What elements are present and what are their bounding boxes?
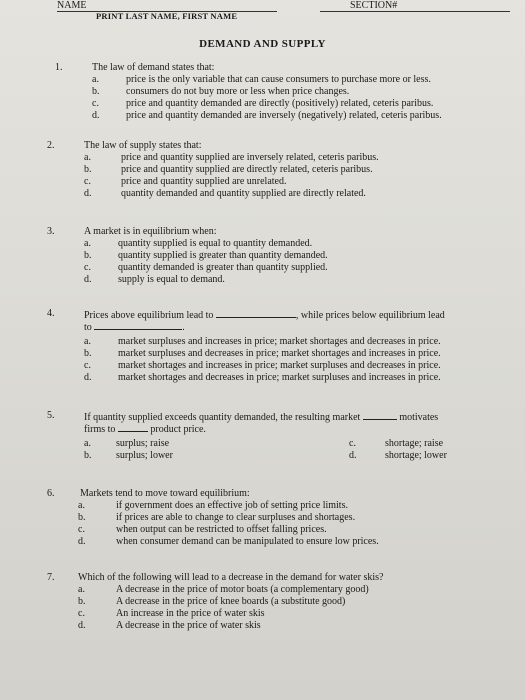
section-field[interactable] [320,0,510,12]
answer-option[interactable]: c. when output can be restricted to offset falling prices. [78,524,327,535]
question-stem: Which of the following will lead to a decrease in the demand for water skis? [78,572,384,583]
question-stem: The law of supply states that: [84,140,202,151]
answer-option[interactable]: b. surplus; lower [84,450,173,461]
question-stem: A market is in equilibrium when: [84,226,217,237]
question-stem-continued: firms to product price. [84,424,206,435]
answer-option[interactable]: a. surplus; raise [84,438,170,449]
answer-option[interactable]: d. market shortages and decreases in price; market surpluses and increases in price. [84,372,441,383]
page-title: DEMAND AND SUPPLY [199,38,326,50]
question-number: 1. [55,62,63,73]
answer-blank[interactable] [94,320,182,330]
question-stem: The law of demand states that: [92,62,215,73]
answer-option[interactable]: a. quantity supplied is equal to quantity demanded. [84,238,313,249]
question-number: 7. [47,572,55,583]
answer-option[interactable]: c. quantity demanded is greater than quantity supplied. [84,262,328,273]
answer-option[interactable]: b. price and quantity supplied are directly related, ceteris paribus. [84,164,373,175]
answer-option[interactable]: a. price is the only variable that can cause consumers to purchase more or less. [92,74,431,85]
answer-option[interactable]: b. market surpluses and decreases in price; market shortages and increases in price. [84,348,441,359]
answer-blank[interactable] [363,410,397,420]
answer-option[interactable]: a. market surpluses and increases in price; market shortages and decreases in price. [84,336,441,347]
question-stem: Markets tend to move toward equilibrium: [80,488,250,499]
answer-option[interactable]: d. supply is equal to demand. [84,274,225,285]
name-label: NAME [57,0,87,11]
question-stem-continued: to . [84,322,185,333]
answer-option[interactable]: d. quantity demanded and quantity supplied are directly related. [84,188,366,199]
answer-option[interactable]: d. A decrease in the price of water skis [78,620,261,631]
answer-option[interactable]: c. price and quantity supplied are unrelated. [84,176,287,187]
question-number: 5. [47,410,55,421]
print-name-instruction: PRINT LAST NAME, FIRST NAME [96,11,238,21]
answer-blank[interactable] [118,422,148,432]
section-label: SECTION# [350,0,398,11]
question-number: 3. [47,226,55,237]
question-stem: Prices above equilibrium lead to , while prices below equilibrium lead [84,310,445,321]
question-number: 6. [47,488,55,499]
answer-option[interactable]: b. if prices are able to change to clear surpluses and shortages. [78,512,356,523]
answer-option[interactable]: c. price and quantity demanded are directly (positively) related, ceteris paribus. [92,98,434,109]
question-stem: If quantity supplied exceeds quantity demanded, the resulting market motivates [84,412,439,423]
answer-option[interactable]: b. quantity supplied is greater than quantity demanded. [84,250,328,261]
answer-option[interactable]: a. if government does an effective job of setting price limits. [78,500,348,511]
answer-option[interactable]: c. shortage; raise [349,438,444,449]
answer-option[interactable]: d. price and quantity demanded are inversely (negatively) related, ceteris paribus. [92,110,442,121]
answer-option[interactable]: c. market shortages and increases in price; market surpluses and decreases in price. [84,360,441,371]
answer-blank[interactable] [216,308,296,318]
question-number: 4. [47,308,55,319]
question-number: 2. [47,140,55,151]
answer-option[interactable]: b. consumers do not buy more or less when price changes. [92,86,350,97]
answer-option[interactable]: c. An increase in the price of water skis [78,608,265,619]
answer-option[interactable]: d. when consumer demand can be manipulated to ensure low prices. [78,536,379,547]
answer-option[interactable]: b. A decrease in the price of knee boards (a substitute good) [78,596,346,607]
answer-option[interactable]: a. price and quantity supplied are inversely related, ceteris paribus. [84,152,379,163]
answer-option[interactable]: d. shortage; lower [349,450,447,461]
answer-option[interactable]: a. A decrease in the price of motor boats (a complementary good) [78,584,369,595]
